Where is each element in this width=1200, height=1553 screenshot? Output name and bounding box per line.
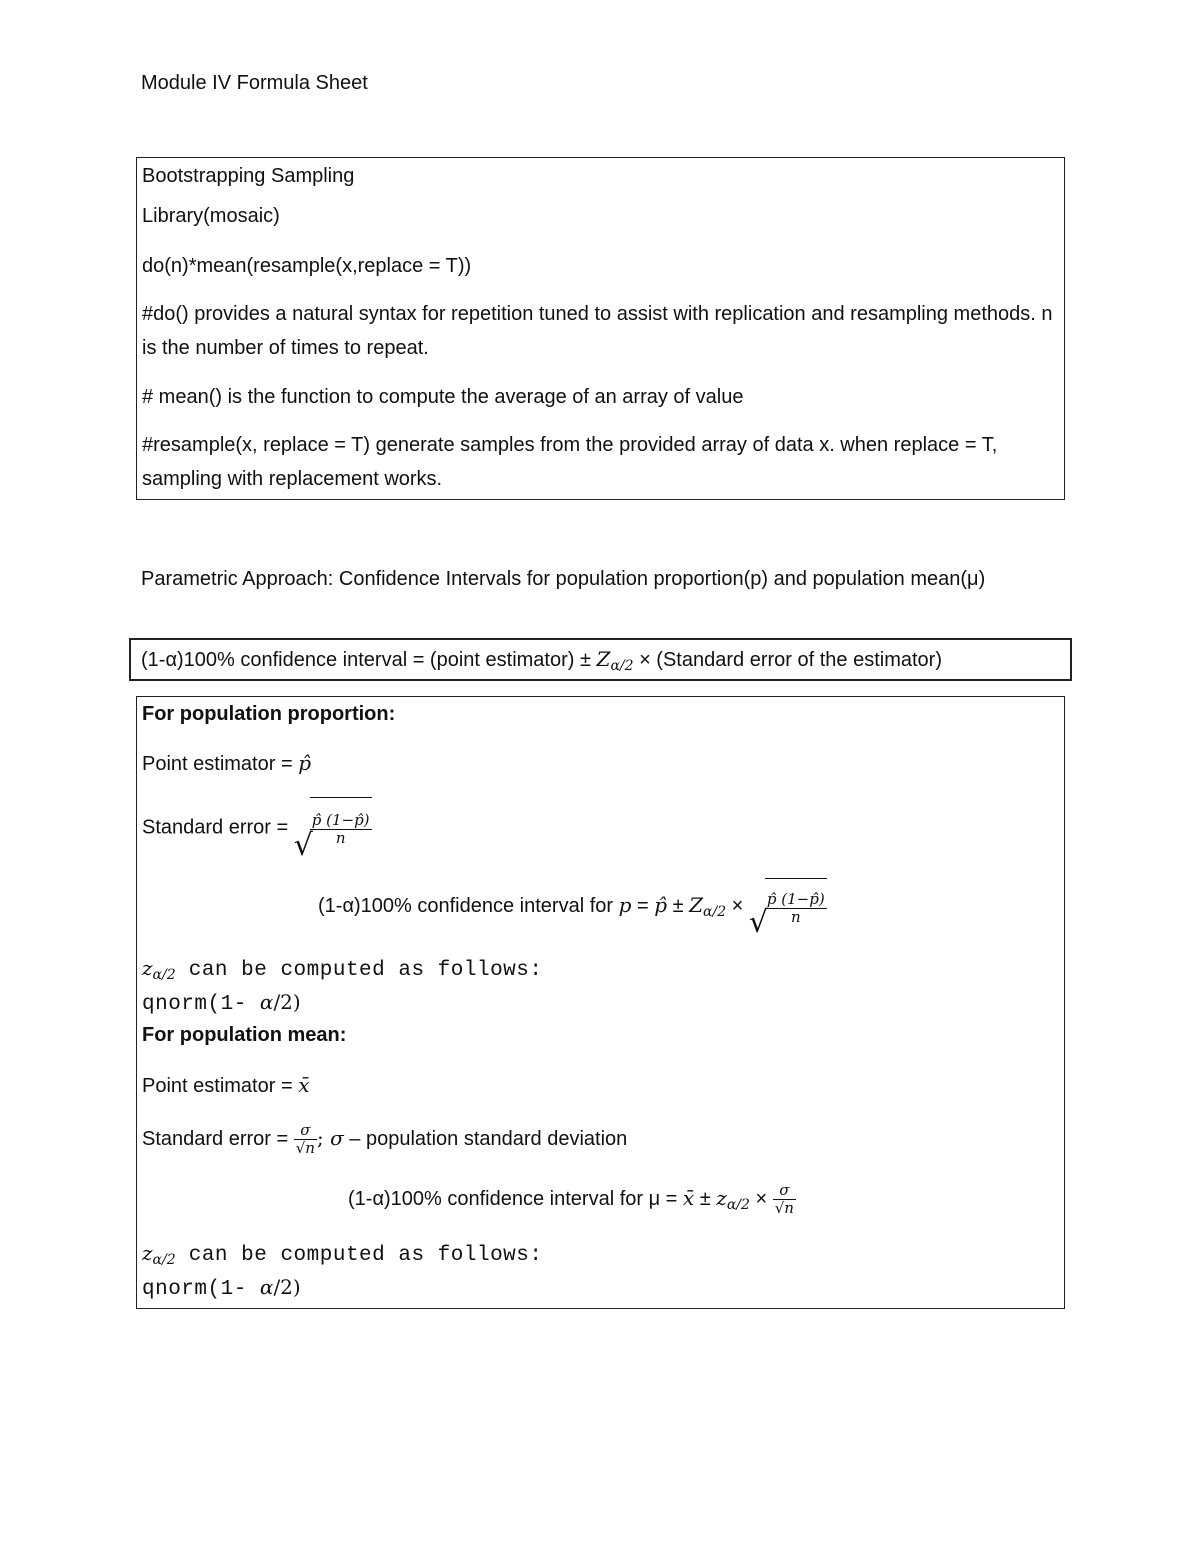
formulas-box [136, 696, 1065, 1309]
proportion-z-note: $z_{\alpha/2}$ can be computed as follows: [142, 956, 543, 983]
mean-point-estimator: Point estimator = x̄ [142, 1073, 310, 1097]
library-line: Library(mosaic) [142, 205, 280, 227]
bootstrap-heading: Bootstrapping Sampling [142, 165, 355, 187]
mean-ci-formula: (1-α)100% confidence interval for μ = x̄ ± $z_{\alpha/2}$ × $\frac{\sigma}{√n}$ [348, 1181, 794, 1218]
mean-z-note: $z_{\alpha/2}$ can be computed as follows: [142, 1241, 543, 1268]
parametric-heading: Parametric Approach: Confidence Intervals for population proportion(p) and population mean(μ) [141, 568, 986, 590]
mean-note: # mean() is the function to compute the average of an array of value [142, 386, 744, 408]
general-ci-box [129, 638, 1072, 681]
mean-heading: For population mean: [142, 1024, 347, 1046]
proportion-standard-error: Standard error = √ $\frac{p̂ (1-p̂)}{n}$ [142, 797, 372, 859]
proportion-ci-formula: (1-α)100% confidence interval for p = p̂ ± $Z_{\alpha/2}$ × √ $\frac{p̂ (1-p̂)}{n}$ [318, 877, 827, 940]
resample-note: #resample(x, replace = T) generate samples from the provided array of data x. when replace = T, sampling with replacement works. [142, 434, 998, 490]
proportion-point-estimator: Point estimator = p̂ [142, 751, 311, 775]
proportion-heading: For population proportion: [142, 703, 396, 725]
bootstrap-box [136, 157, 1065, 500]
mean-standard-error: Standard error = $\frac{\sigma}{√n}$ ; σ – population standard deviation [142, 1121, 628, 1158]
page-title: Module IV Formula Sheet [141, 72, 368, 94]
code-line: do(n)*mean(resample(x,replace = T)) [142, 255, 472, 277]
proportion-qnorm: qnorm(1- α/2) [142, 990, 301, 1016]
do-note: #do() provides a natural syntax for repetition tuned to assist with replication and resampling methods. n is the number of times to repeat. [142, 303, 1053, 359]
general-ci-formula: (1-α)100% confidence interval = (point estimator) ± $Z_{\alpha/2}$ × (Standard error of the estimator) [141, 647, 942, 674]
general-ci-right: × (Standard error of the estimator) [633, 649, 942, 671]
general-ci-left: (1-α)100% confidence interval = (point estimator) ± [141, 649, 597, 671]
mean-qnorm: qnorm(1- α/2) [142, 1275, 301, 1301]
